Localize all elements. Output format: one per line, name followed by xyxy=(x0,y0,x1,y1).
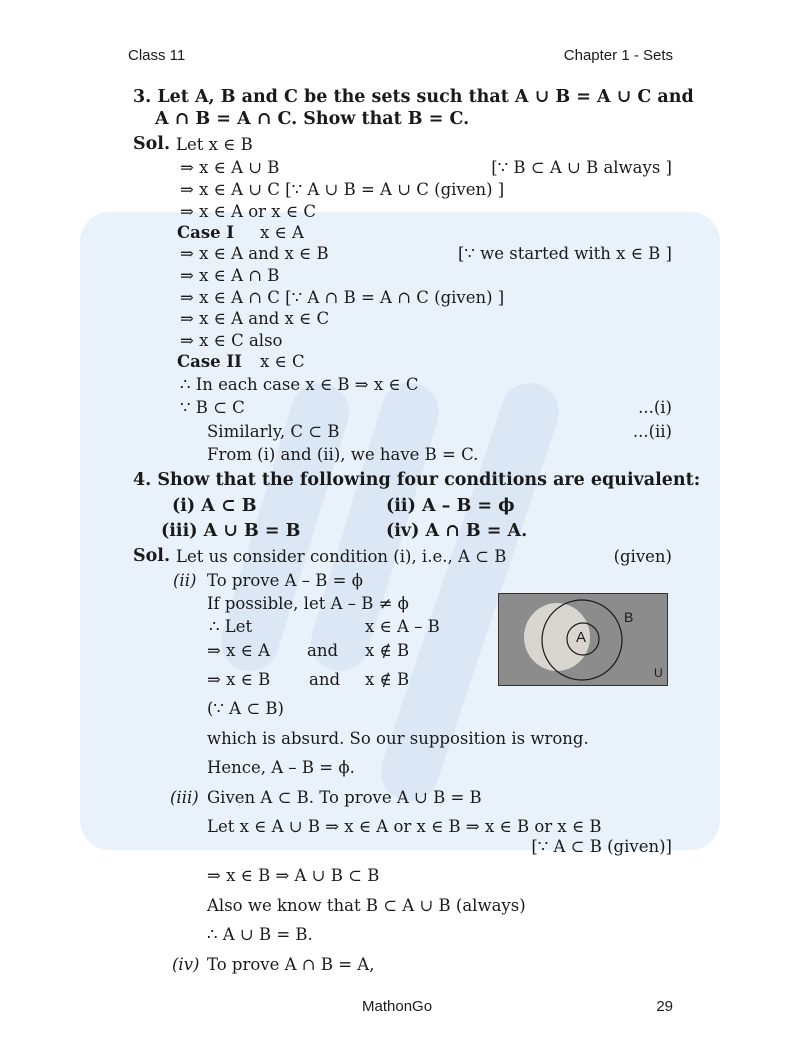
sol4-line: ∴ A ∪ B = B. xyxy=(207,925,313,944)
sol4-line: Let x ∈ A ∪ B ⇒ x ∈ A or x ∈ B ⇒ x ∈ B or x ∈ B xyxy=(207,817,602,836)
sol3-line: ⇒ x ∈ A and x ∈ B xyxy=(180,244,329,263)
sol4-line: and xyxy=(309,670,341,689)
sol4-line: Let us consider condition (i), i.e., A ⊂ B xyxy=(176,547,507,566)
q4-line1: 4. Show that the following four conditions are equivalent: xyxy=(133,470,701,490)
sol3-line: ⇒ x ∈ A or x ∈ C xyxy=(180,202,316,221)
header-chapter: Chapter 1 - Sets xyxy=(563,47,673,64)
sol4-line: To prove A – B = ϕ xyxy=(207,571,363,590)
sol4-line: ∴ Let xyxy=(209,617,253,636)
sol3-line: ⇒ x ∈ A ∪ C [∵ A ∪ B = A ∪ C (given) ] xyxy=(180,180,505,199)
sol4-reason: [∵ A ⊂ B (given)] xyxy=(531,837,672,856)
eq-ref: ...(ii) xyxy=(632,422,672,441)
sol4-line: If possible, let A – B ≠ ϕ xyxy=(207,594,409,613)
case-1-label: Case I xyxy=(177,223,235,242)
sol3-line: Similarly, C ⊂ B xyxy=(207,422,340,441)
sol3-reason: [∵ we started with x ∈ B ] xyxy=(457,244,672,263)
sol4-line: ⇒ x ∈ A xyxy=(207,641,270,660)
sol3-reason: [∵ B ⊂ A ∪ B always ] xyxy=(491,158,672,177)
venn-label-u: U xyxy=(654,666,663,680)
venn-label-b: B xyxy=(624,609,634,625)
sol4-line: x ∉ B xyxy=(365,641,410,660)
q4-condition-1: (i) A ⊂ B xyxy=(172,496,257,516)
sol4-line: To prove A ∩ B = A, xyxy=(207,955,375,974)
sol3-line: Let x ∈ B xyxy=(176,135,253,154)
sol4-line: Hence, A – B = ϕ. xyxy=(207,758,355,777)
part-iv-label: (iv) xyxy=(172,955,200,974)
sol3-label: Sol. xyxy=(133,134,171,154)
page-number: 29 xyxy=(656,998,673,1015)
case-2-label: Case II xyxy=(177,352,242,371)
sol3-line: ∴ In each case x ∈ B ⇒ x ∈ C xyxy=(180,375,419,394)
sol4-line: which is absurd. So our supposition is wrong. xyxy=(207,729,589,748)
eq-ref: ...(i) xyxy=(638,398,672,417)
sol3-line: ⇒ x ∈ A ∩ B xyxy=(180,266,280,285)
sol4-given: (given) xyxy=(613,547,672,566)
sol4-line: ⇒ x ∈ B xyxy=(207,670,271,689)
sol4-line: Given A ⊂ B. To prove A ∪ B = B xyxy=(207,788,482,807)
footer-brand: MathonGo xyxy=(362,998,433,1015)
sol4-line: Also we know that B ⊂ A ∪ B (always) xyxy=(207,896,526,915)
sol3-line: ⇒ x ∈ A ∪ B xyxy=(180,158,280,177)
case-1-value: x ∈ A xyxy=(260,223,304,242)
sol4-line: x ∈ A – B xyxy=(365,617,440,636)
header-class: Class 11 xyxy=(128,47,186,64)
q4-condition-4: (iv) A ∩ B = A. xyxy=(386,521,528,541)
part-iii-label: (iii) xyxy=(170,788,199,807)
venn-diagram xyxy=(498,593,668,686)
sol4-line: (∵ A ⊂ B) xyxy=(207,699,284,718)
sol3-line: From (i) and (ii), we have B = C. xyxy=(207,445,479,464)
sol3-line: ⇒ x ∈ A and x ∈ C xyxy=(180,309,330,328)
venn-label-a: A xyxy=(576,629,587,646)
sol4-label: Sol. xyxy=(133,546,171,566)
q4-condition-3: (iii) A ∪ B = B xyxy=(161,521,301,541)
sol3-line: ⇒ x ∈ C also xyxy=(180,331,283,350)
sol4-line: x ∉ B xyxy=(365,670,410,689)
q3-line2: A ∩ B = A ∩ C. Show that B = C. xyxy=(155,109,470,129)
q3-line1: 3. Let A, B and C be the sets such that A ∪ B = A ∪ C and xyxy=(133,87,694,107)
case-2-value: x ∈ C xyxy=(260,352,305,371)
part-ii-label: (ii) xyxy=(173,571,197,590)
q4-condition-2: (ii) A – B = ϕ xyxy=(386,496,515,516)
sol3-line: ⇒ x ∈ A ∩ C [∵ A ∩ B = A ∩ C (given) ] xyxy=(180,288,505,307)
sol4-line: and xyxy=(307,641,339,660)
sol3-line: ∵ B ⊂ C xyxy=(180,398,245,417)
sol4-line: ⇒ x ∈ B ⇒ A ∪ B ⊂ B xyxy=(207,866,380,885)
